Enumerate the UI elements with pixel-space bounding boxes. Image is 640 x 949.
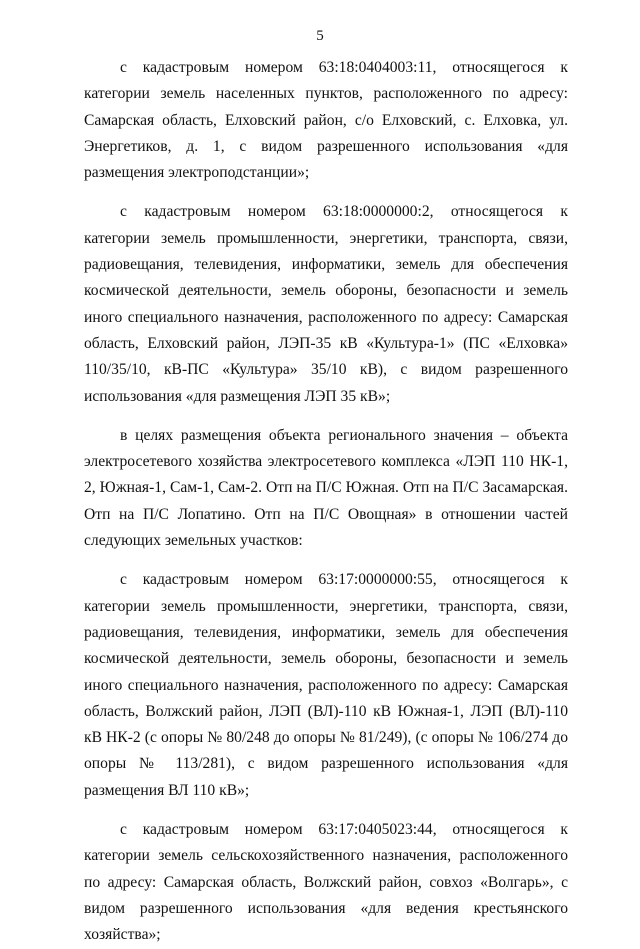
paragraph-regional-object-purpose: в целях размещения объекта регионального значения – объекта электросетевого хозяйства электросетевого комплекса «ЛЭП 110 НК-1, 2, Южная-1, Сам-1, Сам-2. Отп на П/С Южная. Отп на П/С Засамарская. Отп на П/С Лопатино. Отп на П/С Овощная» в отношении частей следующих земельных участков: <box>84 426 568 550</box>
paragraph-parcel-63-17-0000000-55: с кадастровым номером 63:17:0000000:55, относящегося к категории земель промышленности, энергетики, транспорта, связи, радиовещания, телевидения, информатики, земель для обеспечения космической деятельности, земель обороны, безопасности и земель иного специального назначения, расположенного по адресу: Самарская область, Волжский район, ЛЭП (ВЛ)-110 кВ Южная-1, ЛЭП (ВЛ)-110 кВ НК-2 (с опоры № 80/248 до опоры № 81/249), (с опоры № 106/274 до опоры № 113/281), с видом разрешенного использования «для размещения ВЛ 110 кВ»; <box>84 571 568 799</box>
paragraph-parcel-63-17-0405023-44: с кадастровым номером 63:17:0405023:44, относящегося к категории земель сельскохозяйственного назначения, расположенного по адресу: Самарская область, Волжский район, совхоз «Волгарь», с видом разрешенного использования «для ведения крестьянского хозяйства»; <box>84 821 568 944</box>
page-number: 5 <box>316 28 324 44</box>
paragraph-parcel-63-18-0000000-2: с кадастровым номером 63:18:0000000:2, относящегося к категории земель промышленности, энергетики, транспорта, связи, радиовещания, телевидения, информатики, земель для обеспечения космической деятельности, земель обороны, безопасности и земель иного специального назначения, расположенного по адресу: Самарская область, Елховский район, ЛЭП-35 кВ «Культура-1» (ПС «Елховка» 110/35/10, кВ-ПС «Культура» 35/10 кВ), с видом разрешенного использования «для размещения ЛЭП 35 кВ»; <box>84 203 568 405</box>
document-body <box>84 55 568 949</box>
paragraph-parcel-63-18-0404003-11: с кадастровым номером 63:18:0404003:11, относящегося к категории земель населенных пунктов, расположенного по адресу: Самарская область, Елховский район, с/о Елховский, с. Елховка, ул. Энергетиков, д. 1, с видом разрешенного использования «для размещения электроподстанции»; <box>84 59 568 182</box>
